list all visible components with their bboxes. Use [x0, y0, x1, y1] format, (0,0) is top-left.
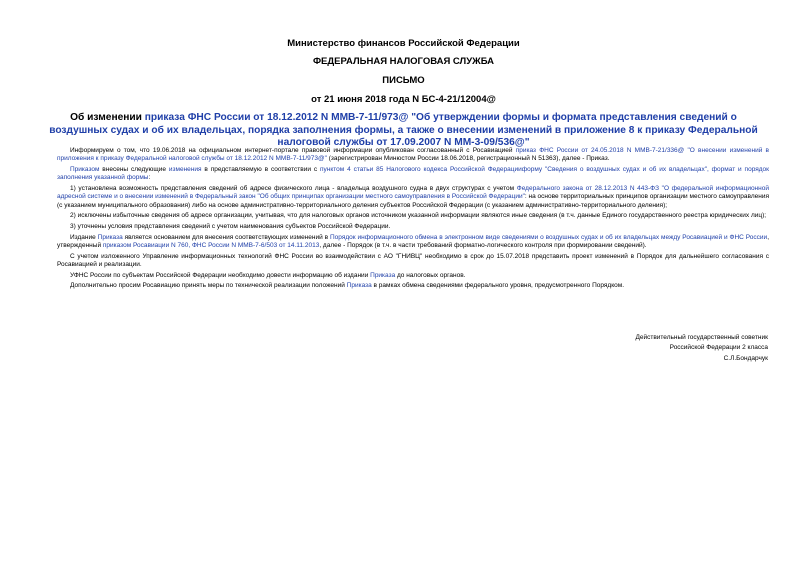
date-number-heading: от 21 июня 2018 года N БС-4-21/12004@: [311, 94, 496, 105]
p6-procedure-link[interactable]: Порядок информационного обмена в электронном виде сведениями о воздушных судах и об их владельцах между Росавиацией и ФНС России: [329, 233, 768, 241]
p8-order-link[interactable]: Приказа: [370, 271, 396, 279]
document-title: [40, 112, 767, 150]
p2-tax-code-link[interactable]: пунктом 4 статьи 85 Налогового кодекса Российской Федерации: [319, 166, 522, 173]
p1-text-2: (зарегистрирован Минюстом России 18.06.2018, регистрационный N 51363), далее - Приказ.: [326, 155, 610, 163]
p1-order-link[interactable]: приказ ФНС России от 24.05.2018 N ММВ-7-21/336@ "О внесении изменений в приложения к приказу Федеральной налоговой службы от 18.12.2012 N ММВ-7-11/973@": [57, 147, 769, 163]
p6-text-1: Издание: [70, 233, 98, 241]
p3-text-1: 1) установлена возможность представления сведений об адресе физического лица - владельца воздушного судна в двух структурах с учетом: [70, 185, 517, 192]
p6-rosaviation-order-link[interactable]: приказом Росавиации N 760, ФНС России N ММВ-7-6/503 от 14.11.2013: [102, 242, 320, 249]
title-text: Об изменении: [70, 112, 145, 123]
paragraph-8: [57, 272, 769, 280]
signature-name: С.Л.Бондарчук: [723, 354, 768, 362]
p6-text-4: , далее - Порядок (в т.ч. в части требований форматно-логического контроля при формировании сведений).: [319, 242, 647, 249]
ministry-heading: Министерство финансов Российской Федерации: [287, 38, 520, 49]
p3-text-2: : на основе территориальных принципов организации местного самоуправления (с указанием муниципального образования) либо на основе административно-территориального деления субъектов Российской Федерации (с указанием административно-территориального деления);: [57, 193, 769, 209]
signature-block: [508, 333, 768, 364]
letter-body: [57, 147, 769, 293]
title-link[interactable]: приказа ФНС России от 18.12.2012 N ММВ-7-11/973@ "Об утверждении формы и формата представления сведений о воздушных судах и об их владельцах, порядка заполнения формы, а также о внесении изменений в приложение 8 к приказу Федеральной налоговой службы от 17.09.2007 N ММ-3-09/536@": [49, 112, 758, 148]
paragraph-2: [57, 166, 769, 183]
paragraph-4: 2) исключены избыточные сведения об адресе организации, учитывая, что для налоговых органов источником указанной информации являются иные сведения (в т.ч. данные Единого государственного реестра юридических лиц);: [70, 212, 767, 220]
p2-form-link[interactable]: форму "Сведения о воздушных судах и об их владельцах", формат и порядок заполнения указанной формы: [57, 166, 770, 182]
paragraph-5: 3) уточнены условия представления сведений с учетом наименования субъектов Российской Федерации.: [70, 223, 391, 230]
p1-text-1: Информируем о том, что 19.06.2018 на официальном интернет-портале правовой информации опубликован согласованный с Росавиацией: [70, 147, 516, 154]
paragraph-3: [57, 185, 769, 210]
paragraph-9: [57, 282, 769, 290]
p9-text-1: Дополнительно просим Росавиацию принять меры по технической реализации положений: [70, 282, 347, 290]
paragraph-1: [57, 147, 769, 164]
signature-title-line-1: Действительный государственный советник: [635, 334, 768, 341]
p8-text-2: до налоговых органов.: [395, 271, 466, 279]
p2-order-link[interactable]: Приказом: [70, 166, 100, 173]
p6-order-link[interactable]: Приказа: [97, 233, 123, 241]
paragraph-6: [57, 234, 769, 251]
p2-changes-link[interactable]: изменения: [168, 166, 202, 173]
p9-order-link[interactable]: Приказа: [346, 282, 372, 290]
p2-text-3: :: [148, 174, 151, 182]
doc-type-heading: ПИСЬМО: [382, 75, 425, 86]
p2-text-1: внесены следующие: [99, 166, 169, 173]
p2-text-2: в представляемую в соответствии с: [201, 166, 320, 173]
service-heading: ФЕДЕРАЛЬНАЯ НАЛОГОВАЯ СЛУЖБА: [312, 56, 495, 67]
paragraph-7: С учетом изложенного Управление информационных технологий ФНС России во взаимодействии с АО "ГНИВЦ" необходимо в срок до 15.07.2018 представить проект изменений в Порядок для дальнейшего согласования с Росавиацией и реализации.: [57, 252, 769, 268]
p9-text-2: в рамках обмена сведениями федерального уровня, предусмотренного Порядком.: [371, 282, 625, 290]
p6-text-2: является основанием для внесения соответствующих изменений в: [122, 233, 330, 241]
p3-federal-law-link[interactable]: Федерального закона от 28.12.2013 N 443-ФЗ "О федеральной информационной адресной системе и о внесении изменений в Федеральный закон "Об общих принципах организации местного самоуправления в Российской Федерации": [57, 185, 769, 201]
p8-text-1: УФНС России по субъектам Российской Федерации необходимо довести информацию об издании: [70, 271, 371, 279]
signature-title-line-2: Российской Федерации 2 класса: [669, 344, 768, 352]
p6-text-3: , утвержденный: [57, 233, 769, 249]
